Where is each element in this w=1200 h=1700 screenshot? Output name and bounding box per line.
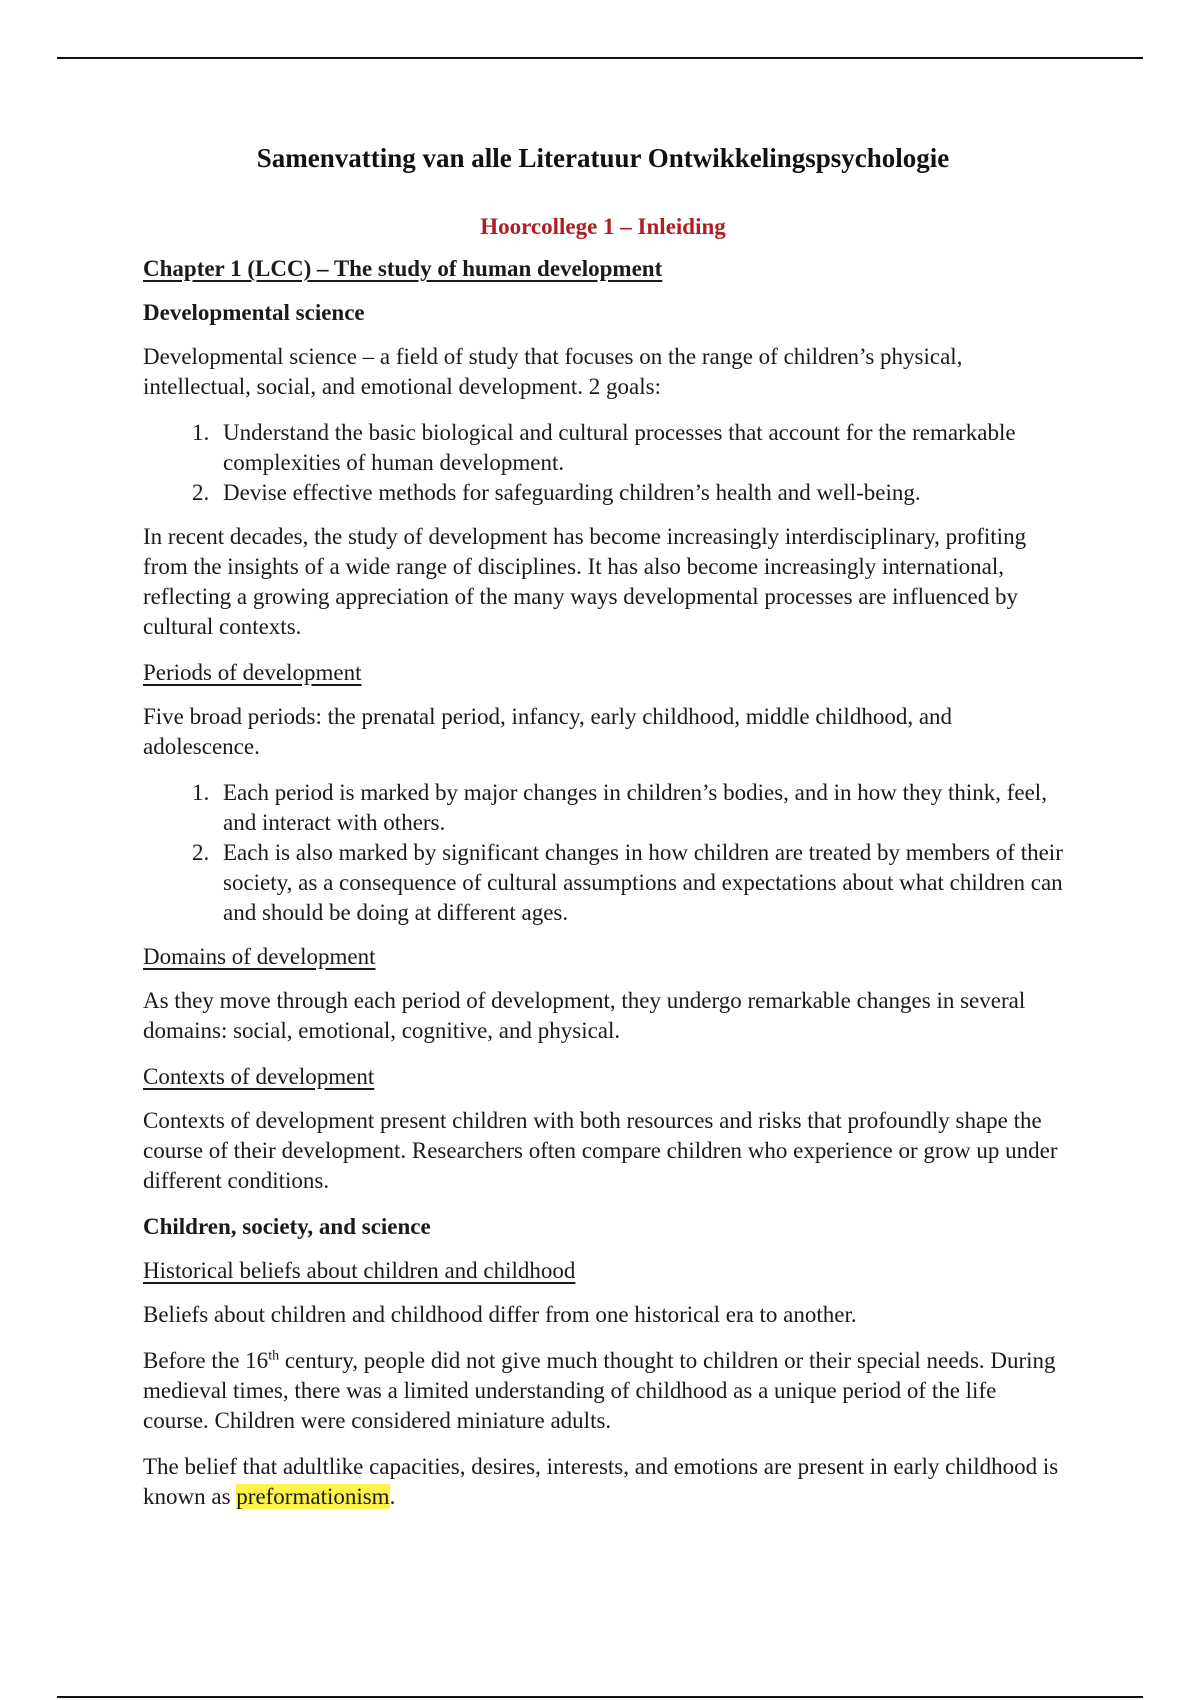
superscript-ordinal: th (268, 1348, 280, 1364)
paragraph-beliefs: Beliefs about children and childhood differ from one historical era to another. (143, 1302, 857, 1327)
text-fragment: The belief that adultlike capacities, desires, interests, and emotions are present in early childhood is known as (143, 1454, 1059, 1509)
document-body (143, 138, 1063, 1528)
highlighted-term: preformationism (236, 1484, 390, 1509)
paragraph-recent-decades: In recent decades, the study of development has become increasingly interdisciplinary, profiting from the insights of a wide range of disciplines. It has also become increasingly international, reflecting a growing appreciation of the many ways developmental processes are influenced by cultural contexts. (143, 524, 1027, 639)
subheading-domains: Domains of development (143, 944, 376, 969)
chapter-title: Chapter 1 (LCC) – The study of human development (143, 256, 663, 281)
list-item: 1. Each period is marked by major changes in children’s bodies, and in how they think, feel, and interact with others. (215, 778, 1063, 838)
document-title: Samenvatting van alle Literatuur Ontwikkelingspsychologie (256, 143, 950, 173)
list-item: 2. Devise effective methods for safeguarding children’s health and well-being. (215, 478, 1063, 508)
text-fragment: Before the 16 (143, 1348, 269, 1373)
text-fragment: century, people did not give much thought to children or their special needs. During medieval times, there was a limited understanding of childhood as a unique period of the life course. Children were considered miniature adults. (143, 1348, 1056, 1433)
text-fragment: . (389, 1484, 396, 1509)
paragraph-definition: Developmental science – a field of study that focuses on the range of children’s physical, intellectual, social, and emotional development. 2 goals: (143, 344, 963, 399)
lecture-title: Hoorcollege 1 – Inleiding (480, 214, 726, 239)
subheading-periods: Periods of development (143, 660, 362, 685)
section-heading-children-society-science: Children, society, and science (143, 1214, 431, 1239)
paragraph-contexts: Contexts of development present children with both resources and risks that profoundly shape the course of their development. Researchers often compare children who experience or grow up under different conditions. (143, 1108, 1058, 1193)
section-heading-developmental-science: Developmental science (143, 300, 365, 325)
subheading-contexts: Contexts of development (143, 1064, 375, 1089)
list-item: 2. Each is also marked by significant changes in how children are treated by members of their society, as a consequence of cultural assumptions and expectations about what children can and should be doing at different ages. (215, 838, 1063, 928)
list-item: 1. Understand the basic biological and cultural processes that account for the remarkable complexities of human development. (215, 418, 1063, 478)
periods-list (143, 778, 1063, 928)
header-rule (57, 57, 1143, 59)
paragraph-periods: Five broad periods: the prenatal period, infancy, early childhood, middle childhood, and adolescence. (143, 704, 953, 759)
subheading-historical-beliefs: Historical beliefs about children and childhood (143, 1258, 576, 1283)
footer-rule (57, 1696, 1143, 1698)
goals-list (143, 418, 1063, 508)
paragraph-before-16th-century (143, 1346, 1063, 1436)
paragraph-domains: As they move through each period of development, they undergo remarkable changes in several domains: social, emotional, cognitive, and physical. (143, 988, 1026, 1043)
paragraph-preformationism (143, 1452, 1063, 1512)
